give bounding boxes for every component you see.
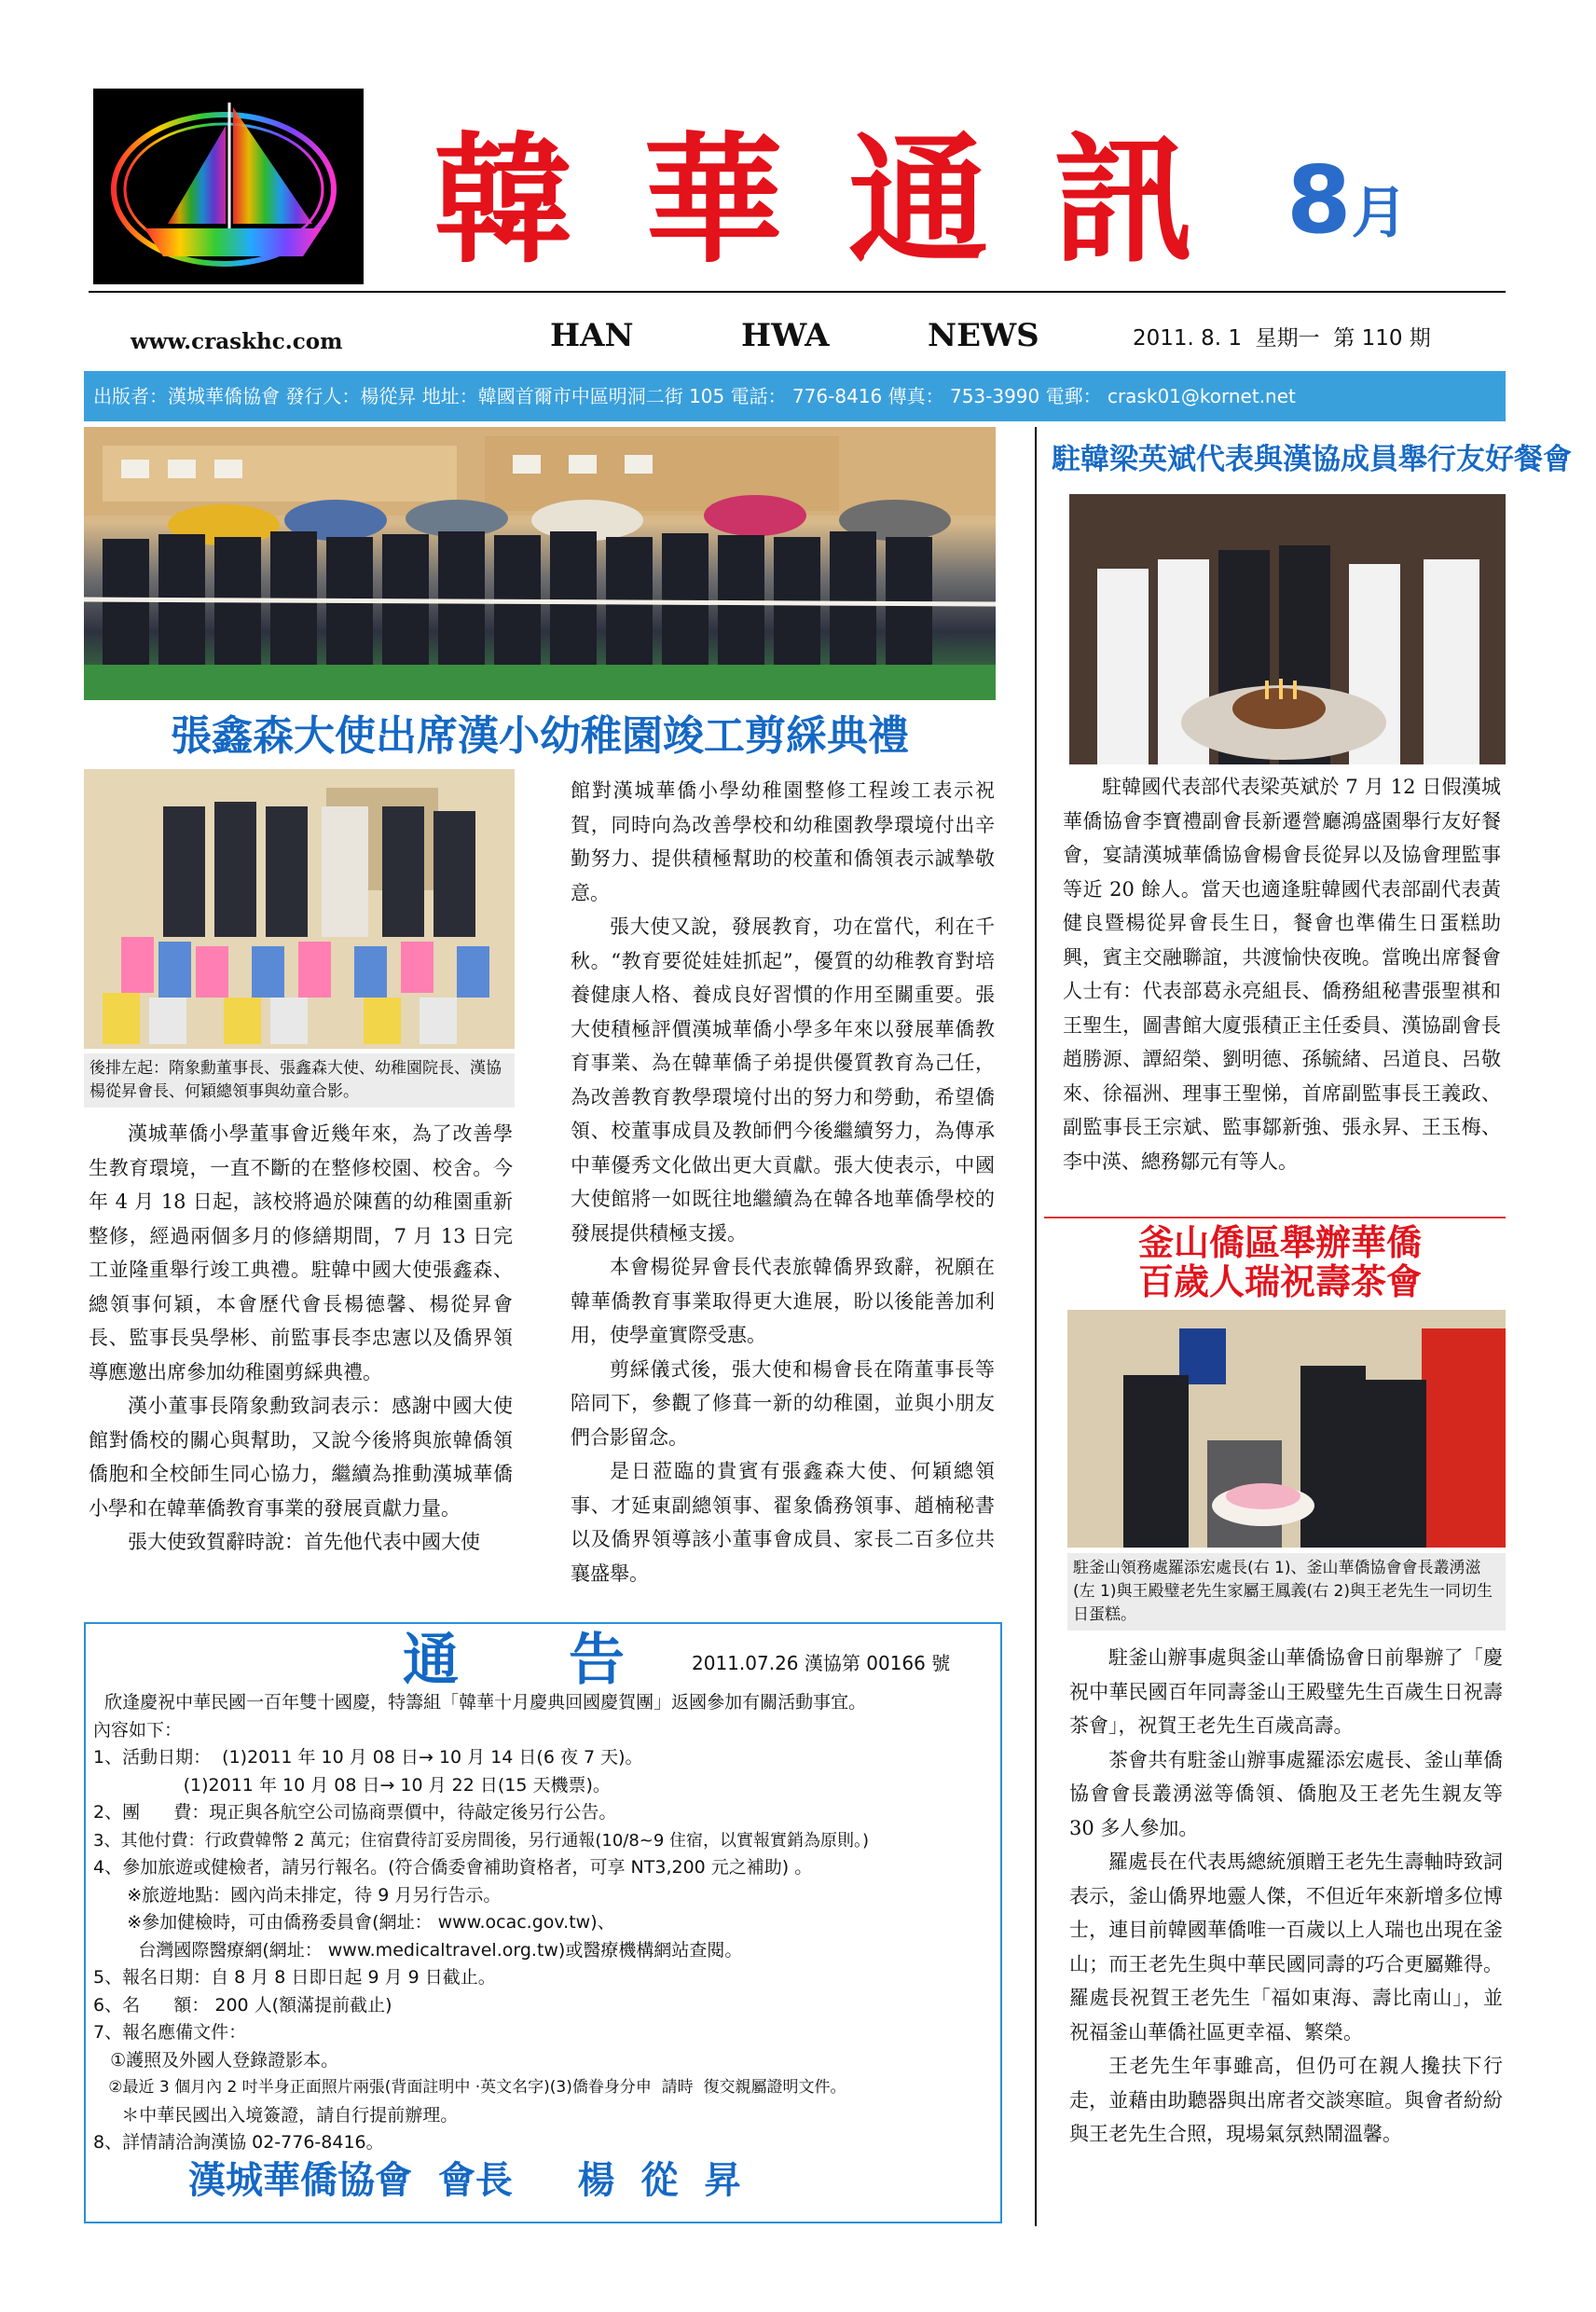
- issue-month-suffix: 月: [1351, 181, 1408, 246]
- eng-title-han: HAN: [550, 317, 634, 354]
- notice-line: 內容如下：: [93, 1719, 183, 1741]
- notice-line: (1)2011 年 10 月 08 日→ 10 月 22 日(15 天機票)。: [93, 1774, 611, 1796]
- column-divider: [1035, 427, 1037, 2226]
- notice-box: [84, 1622, 1002, 2223]
- main-article-col2-para-5: 是日蒞臨的貴賓有張鑫森大使、何穎總領事、才延東副總領事、翟象僑務領事、趙楠秘書以及僑界領導該小董事會成員、家長二百多位共襄盛舉。: [571, 1460, 995, 1585]
- right-bottom-headline-line1: 釜山僑區舉辦華僑: [1137, 1221, 1422, 1263]
- masthead-char-3: 通: [848, 118, 989, 282]
- notice-title-char-2: 告: [569, 1628, 625, 1693]
- notice-line: ※旅遊地點：國內尚未排定，待 9 月另行告示。: [93, 1884, 502, 1906]
- main-article-col2-para-4: 剪綵儀式後，張大使和楊會長在隋董事長等陪同下，參觀了修葺一新的幼稚園，並與小朋友們合影留念。: [571, 1357, 995, 1449]
- notice-line: 3、其他付費：行政費韓幣 2 萬元；住宿費待訂妥房間後，另行通報(10/8~9 住宿，以實報實銷為原則。): [93, 1830, 870, 1851]
- notice-line: ※參加健檢時，可由僑務委員會(網址： www.ocac.gov.tw)、: [93, 1912, 615, 1933]
- main-article-col1: [89, 1117, 513, 1560]
- issue-month: [1286, 145, 1408, 279]
- eng-title-news: NEWS: [928, 317, 1039, 354]
- notice-title-char-1: 通: [403, 1628, 459, 1693]
- main-article-col1-para-1: 漢城華僑小學董事會近幾年來，為了改善學生教育環境，一直不斷的在整修校園、校舍。今年 4 月 18 日起，該校將過於陳舊的幼稚園重新整修，經過兩個多月的修繕期間，7 月 13 日完工並隆重舉行竣工典禮。駐韓中國大使張鑫森、總領事何穎，本會歷代會長楊德馨、楊從昇會長、監事長吳學彬、前監事長李忠憲以及僑界領導應邀出席參加幼稚園剪綵典禮。: [89, 1122, 513, 1383]
- right-top-article-para: 駐韓國代表部代表梁英斌於 7 月 12 日假漢城華僑協會李寶禮副會長新遷營廳鴻盛園舉行友好餐會，宴請漢城華僑協會楊會長從昇以及協會理監事等近 20 餘人。當天也適逢駐韓國代表部副代表黃健良暨楊從昇會長生日，餐會也準備生日蛋糕助興，賓主交融聯誼，共渡愉快夜晚。當晚出席餐會人士有：代表部葛永亮組長、僑務組秘書張聖褀和王聖生，圖書館大廈張積正主任委員、漢協副會長趙勝源、譚紹榮、劉明德、孫毓緒、呂道良、呂敬來、徐福洲、理事王聖悌，首席副監事長王義政、副監事長王宗斌、監事鄒新強、張永昇、王玉梅、李中渶、總務鄒元有等人。: [1063, 776, 1501, 1173]
- masthead-rule: [89, 291, 1506, 293]
- website[interactable]: www.craskhc.com: [131, 329, 343, 354]
- right-bottom-para-4: 王老先生年事雖高，但仍可在親人攙扶下行走，並藉由助聽器與出席者交談寒暄。與會者紛紛與王老先生合照，現場氣氛熱鬧溫馨。: [1069, 2055, 1503, 2145]
- notice-line: 6、名 額： 200 人(額滿提前截止): [93, 1994, 392, 2016]
- notice-ref-number: 2011.07.26 漢協第 00166 號: [692, 1652, 951, 1674]
- masthead-char-1: 韓: [433, 118, 574, 282]
- main-article-col2-para-3: 本會楊從昇會長代表旅韓僑界致辭，祝願在韓華僑教育事業取得更大進展，盼以後能善加利用，使學童實際受惠。: [571, 1256, 995, 1346]
- main-article-col2-para-2: 張大使又說，發展教育，功在當代，利在千秋。“教育要從娃娃抓起”，優質的幼稚教育對培養健康人格、養成良好習慣的作用至關重要。張大使積極評價漢城華僑小學多年來以發展華僑教育事業、為在韓華僑子弟提供優質教育為己任，為改善教育教學環境付出的努力和勞動，希望僑領、校董事成員及教師們今後繼續努力，為傳承中華優秀文化做出更大貢獻。張大使表示，中國大使館將一如既往地繼續為在韓各地華僑學校的發展提供積極支援。: [571, 915, 995, 1245]
- right-top-headline: 駐韓梁英斌代表與漢協成員舉行友好餐會: [1052, 443, 1572, 476]
- notice-line: 4、參加旅遊或健檢者，請另行報名。(符合僑委會補助資格者，可享 NT3,200 元之補助) 。: [93, 1857, 813, 1878]
- main-article-col1-para-3: 張大使致賀辭時說：首先他代表中國大使: [128, 1531, 480, 1553]
- notice-line: 7、報名應備文件：: [93, 2022, 247, 2043]
- notice-lines: [93, 1689, 996, 2157]
- notice-line: 台灣國際醫療網(網址： www.medicaltravel.org.tw)或醫療機構網站查閱。: [93, 1939, 743, 1961]
- kindergarten-photo-caption: 後排左起：隋象勳董事長、張鑫森大使、幼稚園院長、漢協楊從昇會長、何穎總領事與幼童合影。: [84, 1053, 515, 1108]
- notice-line: 2、團 費：現正與各航空公司協商票價中，待敲定後另行公告。: [93, 1802, 617, 1823]
- kindergarten-group-photo: [84, 769, 515, 1049]
- masthead-char-4: 訊: [1053, 118, 1194, 282]
- main-article-col1-para-2: 漢小董事長隋象勳致詞表示：感謝中國大使館對僑校的關心與幫助，又說今後將與旅韓僑領僑胞和全校師生同心協力，繼續為推動漢城華僑小學和在韓華僑教育事業的發展貢獻力量。: [89, 1395, 513, 1520]
- notice-line: ②最近 3 個月內 2 吋半身正面照片兩張(背面註明中 ·英文名字)(3)僑眷身分申 請時 復交親屬證明文件。: [93, 2078, 846, 2097]
- right-bottom-article-body: [1069, 1641, 1503, 2152]
- notice-line: 欣逢慶祝中華民國一百年雙十國慶，特籌組「韓華十月慶典回國慶賀團」返國參加有關活動事宜。: [93, 1692, 867, 1713]
- ribbon-cutting-scene: [84, 427, 996, 700]
- banquet-scene: [1069, 494, 1506, 764]
- notice-signature: 漢城華僑協會 會長 楊 從 昇: [188, 2158, 742, 2202]
- right-bottom-para-1: 駐釜山辦事處與釜山華僑協會日前舉辦了「慶祝中華民國百年同壽釜山王殿璧先生百歲生日祝壽茶會」，祝賀王老先生百歲高壽。: [1069, 1646, 1503, 1737]
- birthday-photo-caption: 駐釜山領務處羅添宏處長(右 1)、釜山華僑協會會長叢湧滋(左 1)與王殿璧老先生家屬王鳳義(右 2)與王老先生一同切生日蛋糕。: [1067, 1553, 1506, 1631]
- ribbon-cutting-photo: [84, 427, 996, 700]
- notice-line: ＊中華民國出入境簽證，請自行提前辦理。: [93, 2104, 459, 2126]
- notice-line: 8、詳情請洽詢漢協 02-776-8416。: [93, 2132, 384, 2153]
- logo: [93, 89, 364, 284]
- right-bottom-para-3: 羅處長在代表馬總統頒贈王老先生壽軸時致詞表示，釜山僑界地靈人傑，不但近年來新增多位博士，連目前韓國華僑唯一百歲以上人瑞也出現在釜山；而王老先生與中華民國同壽的巧合更屬難得。羅處長祝賀王老先生「福如東海、壽比南山」，並祝福釜山華僑社區更幸福、繁榮。: [1069, 1851, 1503, 2044]
- main-article-headline: 張鑫森大使出席漢小幼稚園竣工剪綵典禮: [171, 712, 909, 760]
- notice-line: 1、活動日期： (1)2011 年 10 月 08 日→ 10 月 14 日(6 夜 7 天)。: [93, 1747, 643, 1768]
- main-article-col2-para-1: 館對漢城華僑小學幼稚園整修工程竣工表示祝賀，同時向為改善學校和幼稚園教學環境付出辛勤努力、提供積極幫助的校董和僑領表示誠摯敬意。: [571, 779, 995, 904]
- notice-line: 5、報名日期：自 8 月 8 日即日起 9 月 9 日截止。: [93, 1967, 496, 1988]
- right-bottom-headline-line2: 百歲人瑞祝壽茶會: [1137, 1260, 1422, 1302]
- birthday-cake-photo: [1067, 1310, 1506, 1548]
- group-photo-scene: [84, 769, 515, 1049]
- right-top-article-body: [1063, 770, 1501, 1178]
- notice-line: ①護照及外國人登錄證影本。: [93, 2049, 339, 2071]
- right-bottom-para-2: 茶會共有駐釜山辦事處羅添宏處長、釜山華僑協會會長叢湧滋等僑領、僑胞及王老先生親友等 30 多人參加。: [1069, 1748, 1503, 1839]
- right-column-rule: [1044, 1217, 1506, 1218]
- issue-month-number: 8: [1286, 145, 1352, 255]
- sailboat-logo-icon: [93, 89, 364, 284]
- birthday-scene: [1067, 1310, 1506, 1548]
- main-article-col2: [571, 774, 995, 1590]
- publisher-bar: 出版者：漢城華僑協會 發行人：楊從昇 地址：韓國首爾市中區明洞二街 105 電話： 776-8416 傳真： 753-3990 電郵： crask01@kornet.net: [84, 371, 1506, 421]
- banquet-photo: [1069, 494, 1506, 764]
- eng-title-hwa: HWA: [741, 317, 830, 354]
- masthead-char-2: 華: [643, 118, 784, 282]
- issue-date: 2011. 8. 1 星期一 第 110 期: [1133, 326, 1431, 351]
